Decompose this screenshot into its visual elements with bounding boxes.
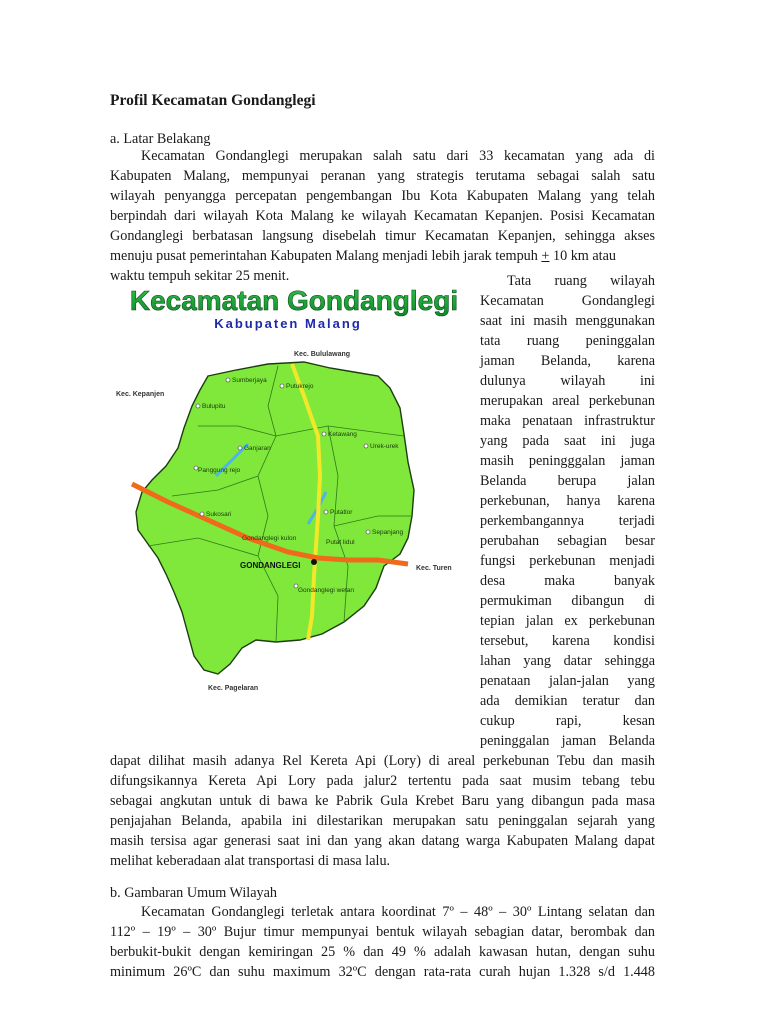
para3-line: Kecamatan Gondanglegi terletak antara koordinat 7º – 48º – 30º Lintang selatan dan bbox=[141, 904, 655, 920]
para3-line: minimum 26ºC dan suhu maximum 32ºC dengan rata-rata curah hujan 1.328 s/d 1.448 bbox=[110, 964, 655, 980]
right-col-line: cukup rapi, kesan bbox=[480, 713, 655, 729]
village-label: Sumberjaya bbox=[232, 377, 267, 384]
label-east: Kec. Turen bbox=[416, 565, 452, 572]
para1-line: wilayah penyangga percepatan pengembangan Ibu Kota Kabupaten Malang yang telah bbox=[110, 188, 655, 204]
para2-line: dapat dilihat masih adanya Rel Kereta Api (Lory) di areal perkebunan Tebu dan masih bbox=[110, 753, 655, 769]
right-col-line: tepian jalan ex perkebunan bbox=[480, 613, 655, 629]
gondanglegi-map bbox=[108, 276, 468, 696]
para2-line: penjajahan Belanda, apabila ini dilestarikan merupakan satu peninggalan sejarah yang bbox=[110, 813, 655, 829]
right-col-line: ada demikian teratur dan bbox=[480, 693, 655, 709]
right-col-line: dulunya wilayah ini bbox=[480, 373, 655, 389]
town-marker-icon bbox=[311, 559, 317, 565]
para2-line: melihat keberadaan alat transportasi di masa lalu. bbox=[110, 853, 391, 869]
right-col-line: saat ini masih menggunakan bbox=[480, 313, 655, 329]
label-south: Kec. Pagelaran bbox=[208, 685, 259, 692]
right-col-line: penataan jalan-jalan yang bbox=[480, 673, 655, 689]
right-col-line: perkebunan, hanya karena bbox=[480, 493, 655, 509]
village-label: Sukosari bbox=[206, 511, 232, 518]
village-label: Bulupitu bbox=[202, 403, 226, 410]
label-west: Kec. Kepanjen bbox=[116, 391, 165, 398]
village-label: Panggung rejo bbox=[198, 467, 241, 474]
right-col-line: Tata ruang wilayah bbox=[507, 273, 655, 289]
right-col-line: desa maka banyak bbox=[480, 573, 655, 589]
village-label: Urek-urek bbox=[370, 443, 399, 450]
para1-line: Kabupaten Malang, mempunyai peranan yang strategis terutama sebagai salah satu bbox=[110, 168, 655, 184]
document-title: Profil Kecamatan Gondanglegi bbox=[110, 92, 316, 109]
village-label: Ketawang bbox=[328, 431, 357, 438]
village-label: Gondanglegi wetan bbox=[298, 587, 355, 594]
right-col-line: masih peningggalan jaman bbox=[480, 453, 655, 469]
right-col-line: permukiman dibangun di bbox=[480, 593, 655, 609]
para2-line: masih tersisa agar generasi saat ini dan yang akan datang warga Kabupaten Malang dapat bbox=[110, 833, 655, 849]
right-col-line: fungsi perkebunan menjadi bbox=[480, 553, 655, 569]
para1-line: Kecamatan Gondanglegi merupakan salah satu dari 33 kecamatan yang ada di bbox=[141, 148, 655, 164]
para2-line: difungsikannya Kereta Api Lory pada jalur2 tertentu pada saat musim tebang tebu bbox=[110, 773, 655, 789]
para3-line: 112º – 19º – 30º Bujur timur mempunyai bentuk wilayah sebagian datar, berombak dan bbox=[110, 924, 655, 940]
plusminus-sign: + bbox=[541, 248, 550, 264]
para1-line: menuju pusat pemerintahan Kabupaten Malang menjadi lebih jarak tempuh + 10 km atau bbox=[110, 248, 617, 264]
right-col-line: jaman Belanda, karena bbox=[480, 353, 655, 369]
label-north: Kec. Bululawang bbox=[294, 351, 351, 358]
right-col-line: perkembangannya terjadi bbox=[480, 513, 655, 529]
village-label: Putatlor bbox=[330, 509, 353, 516]
map-title: Kecamatan Gondanglegi bbox=[129, 285, 459, 316]
village-label: Ganjaran bbox=[244, 445, 271, 452]
map-subtitle: Kabupaten Malang bbox=[214, 316, 362, 331]
village-label: Putat lidul bbox=[326, 539, 355, 546]
section-b-heading: b. Gambaran Umum Wilayah bbox=[110, 885, 278, 901]
village-label: Sepanjang bbox=[372, 529, 404, 536]
right-col-line: peninggalan jaman Belanda bbox=[480, 733, 655, 749]
para1-line: berpindah dari wilayah Kota Malang ke wilayah Kecamatan Kepanjen. Posisi Kecamatan bbox=[110, 208, 655, 224]
para3-line: berbukit-bukit dengan kemiringan 25 % dan 49 % adalah kawasan hutan, dengan suhu bbox=[110, 944, 655, 960]
right-col-line: merupakan areal perkebunan bbox=[480, 393, 655, 409]
para1-line: Gondanglegi berbatasan langsung disebelah timur Kecamatan Kepanjen, sehingga akses bbox=[110, 228, 655, 244]
right-col-line: tata ruang peninggalan bbox=[480, 333, 655, 349]
village-label: Putukrejo bbox=[286, 383, 314, 390]
para2-line: sebagai angkutan untuk di bawa ke Pabrik Gula Krebet Baru yang dibangun pada masa bbox=[110, 793, 655, 809]
section-a-heading: a. Latar Belakang bbox=[110, 131, 211, 147]
right-col-line: perubahan sebagian besar bbox=[480, 533, 655, 549]
village-label: Gondanglegi kulon bbox=[242, 535, 297, 542]
right-col-line: lahan yang datar sehingga bbox=[480, 653, 655, 669]
right-col-line: Kecamatan Gondanglegi bbox=[480, 293, 655, 309]
district-region bbox=[136, 362, 414, 674]
para1-line: waktu tempuh sekitar 25 menit. bbox=[110, 268, 290, 284]
right-col-line: Belanda berupa jalan bbox=[480, 473, 655, 489]
right-col-line: yang pada saat ini juga bbox=[480, 433, 655, 449]
town-label: GONDANGLEGI bbox=[240, 561, 301, 570]
right-col-line: tersebut, karena kondisi bbox=[480, 633, 655, 649]
right-col-line: maka penataan infrastruktur bbox=[480, 413, 655, 429]
